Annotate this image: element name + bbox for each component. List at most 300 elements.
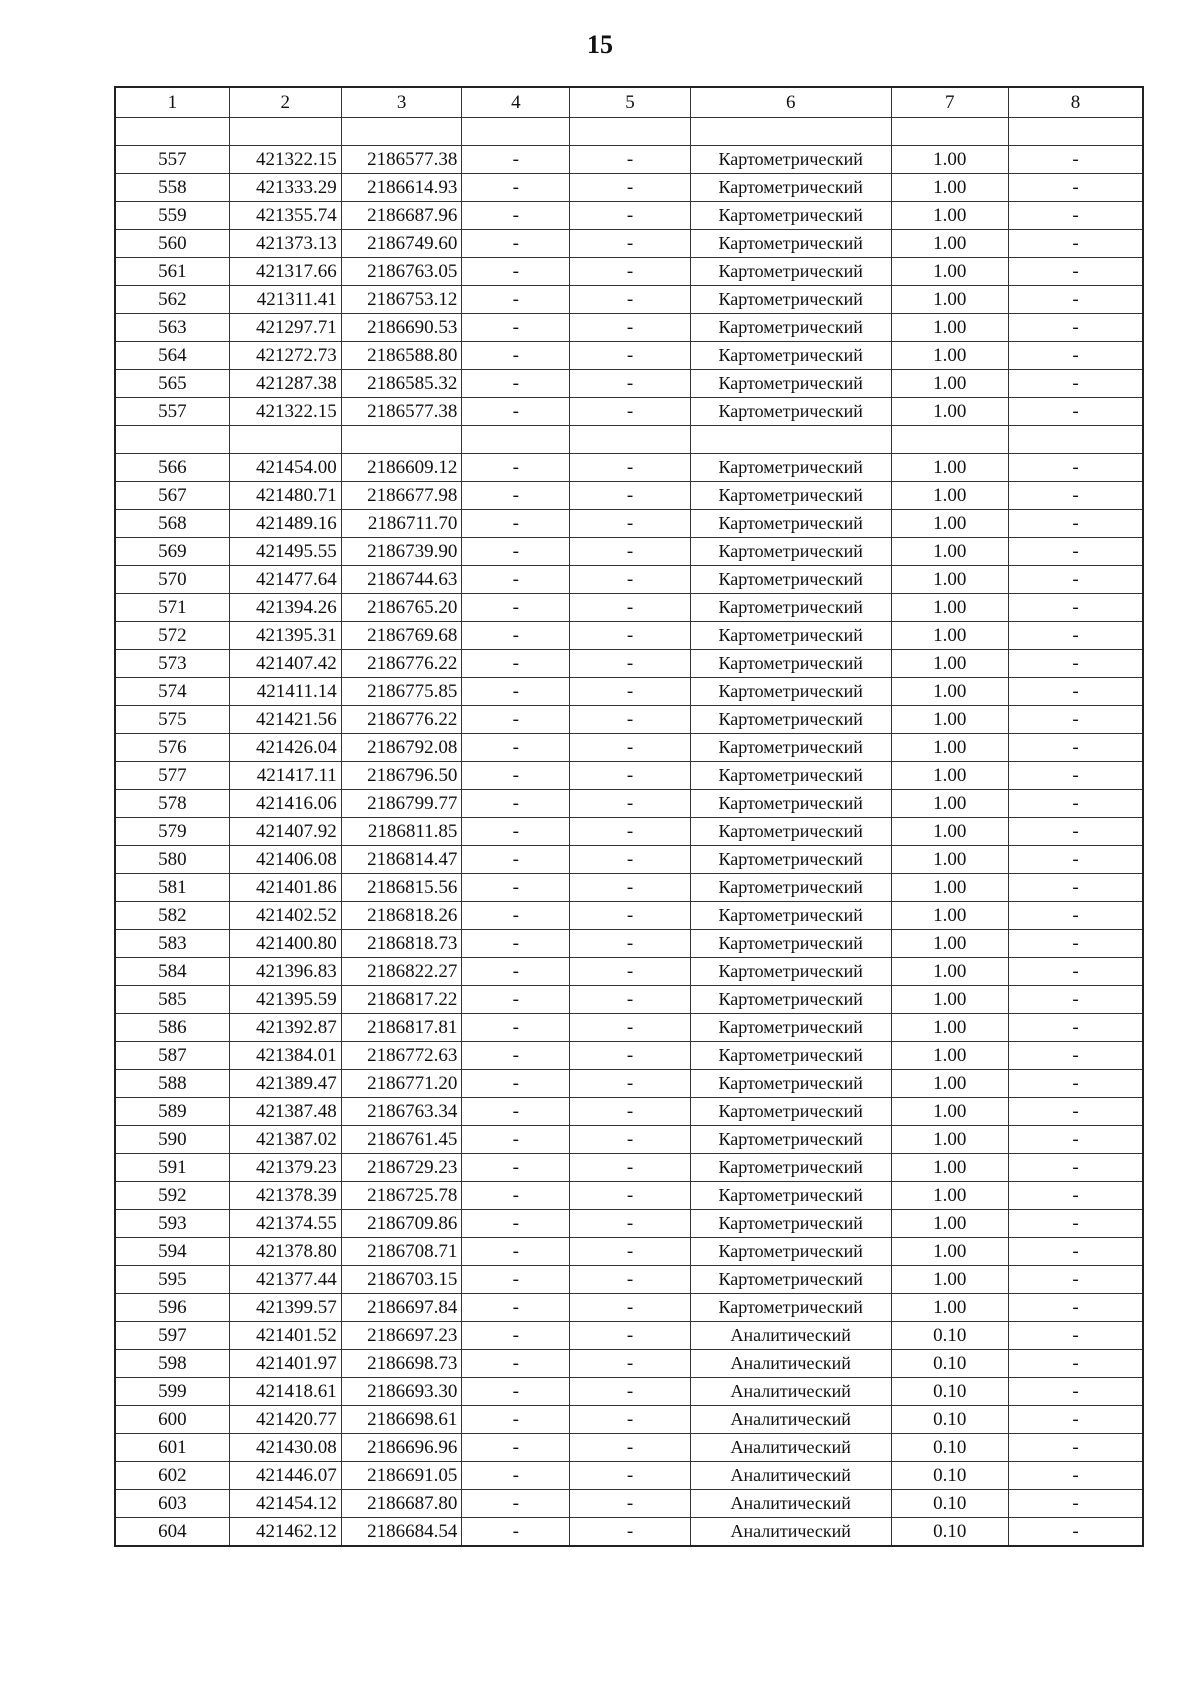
table-cell: - (462, 1070, 570, 1098)
table-cell: 597 (115, 1322, 229, 1350)
table-cell: 598 (115, 1350, 229, 1378)
table-row (115, 958, 1143, 986)
table-cell (115, 426, 229, 454)
table-cell: Картометрический (690, 1182, 891, 1210)
table-body (115, 118, 1143, 1547)
table-cell (570, 426, 691, 454)
table-cell: 1.00 (891, 818, 1008, 846)
table-cell: - (1008, 958, 1143, 986)
table-cell: 600 (115, 1406, 229, 1434)
table-cell: Аналитический (690, 1322, 891, 1350)
table-cell: 585 (115, 986, 229, 1014)
table-cell: - (1008, 1210, 1143, 1238)
table-cell: - (462, 622, 570, 650)
table-cell: - (462, 342, 570, 370)
table-cell: 2186792.08 (341, 734, 462, 762)
table-row (115, 566, 1143, 594)
table-cell: 568 (115, 510, 229, 538)
table-cell: - (1008, 482, 1143, 510)
table-cell: 1.00 (891, 258, 1008, 286)
table-cell: 421373.13 (229, 230, 341, 258)
table-cell: 421387.02 (229, 1126, 341, 1154)
table-cell: 2186729.23 (341, 1154, 462, 1182)
table-cell: Картометрический (690, 454, 891, 482)
table-cell (1008, 426, 1143, 454)
table-cell: 421402.52 (229, 902, 341, 930)
table-row (115, 1322, 1143, 1350)
table-cell: - (462, 1154, 570, 1182)
table-cell (570, 118, 691, 146)
table-cell: 421489.16 (229, 510, 341, 538)
table-cell: 560 (115, 230, 229, 258)
table-cell: 2186698.73 (341, 1350, 462, 1378)
table-cell: 579 (115, 818, 229, 846)
table-cell: 421374.55 (229, 1210, 341, 1238)
table-cell: - (570, 1462, 691, 1490)
table-cell: 1.00 (891, 706, 1008, 734)
column-header-6: 6 (690, 87, 891, 118)
table-row (115, 622, 1143, 650)
table-cell: - (570, 286, 691, 314)
table-cell: - (1008, 818, 1143, 846)
table-cell: - (462, 1294, 570, 1322)
table-row (115, 650, 1143, 678)
table-cell: 2186691.05 (341, 1462, 462, 1490)
table-row (115, 202, 1143, 230)
table-cell (341, 118, 462, 146)
table-cell: - (1008, 1350, 1143, 1378)
table-cell: Картометрический (690, 230, 891, 258)
table-cell (1008, 118, 1143, 146)
table-cell (891, 426, 1008, 454)
table-cell: - (1008, 454, 1143, 482)
table-cell: 1.00 (891, 398, 1008, 426)
table-cell: - (462, 1014, 570, 1042)
table-cell: - (1008, 230, 1143, 258)
table-row (115, 1014, 1143, 1042)
table-cell: Картометрический (690, 1042, 891, 1070)
table-cell: 1.00 (891, 622, 1008, 650)
table-cell: 421418.61 (229, 1378, 341, 1406)
table-cell: - (462, 1238, 570, 1266)
table-row (115, 230, 1143, 258)
table-cell: 1.00 (891, 1182, 1008, 1210)
table-cell: 603 (115, 1490, 229, 1518)
table-cell: 2186818.26 (341, 902, 462, 930)
table-cell: - (570, 1378, 691, 1406)
column-header-1: 1 (115, 87, 229, 118)
table-cell: - (570, 398, 691, 426)
table-cell: 1.00 (891, 734, 1008, 762)
table-cell: 602 (115, 1462, 229, 1490)
table-cell: - (570, 986, 691, 1014)
table-cell: 421406.08 (229, 846, 341, 874)
table-cell: - (1008, 1266, 1143, 1294)
table-cell: - (462, 902, 570, 930)
table-row (115, 174, 1143, 202)
table-cell: 2186769.68 (341, 622, 462, 650)
table-cell: 558 (115, 174, 229, 202)
table-row (115, 818, 1143, 846)
table-cell: Картометрический (690, 482, 891, 510)
table-cell: - (570, 1098, 691, 1126)
table-cell: 567 (115, 482, 229, 510)
table-cell: - (570, 1182, 691, 1210)
table-cell: 581 (115, 874, 229, 902)
table-cell (229, 118, 341, 146)
table-cell: Картометрический (690, 258, 891, 286)
table-cell: - (462, 594, 570, 622)
table-cell: 1.00 (891, 986, 1008, 1014)
table-cell: Картометрический (690, 1238, 891, 1266)
table-cell: 576 (115, 734, 229, 762)
table-cell: 572 (115, 622, 229, 650)
table-cell: - (570, 790, 691, 818)
table-cell: - (1008, 1154, 1143, 1182)
table-cell: 421322.15 (229, 146, 341, 174)
table-cell: - (462, 202, 570, 230)
table-cell: 421401.86 (229, 874, 341, 902)
table-cell: Картометрический (690, 1294, 891, 1322)
table-row (115, 1210, 1143, 1238)
table-cell: - (1008, 1014, 1143, 1042)
table-cell: 421389.47 (229, 1070, 341, 1098)
table-cell: - (570, 146, 691, 174)
table-cell: 421378.80 (229, 1238, 341, 1266)
table-cell: 2186697.84 (341, 1294, 462, 1322)
table-cell: Аналитический (690, 1406, 891, 1434)
coordinates-table (114, 86, 1144, 1547)
table-row (115, 1266, 1143, 1294)
table-cell: - (1008, 1042, 1143, 1070)
table-cell: 570 (115, 566, 229, 594)
table-cell: Картометрический (690, 706, 891, 734)
table-cell: 421317.66 (229, 258, 341, 286)
table-cell: - (1008, 1518, 1143, 1547)
table-cell: 587 (115, 1042, 229, 1070)
table-cell: Картометрический (690, 678, 891, 706)
table-cell: 2186687.80 (341, 1490, 462, 1518)
table-cell: 421407.42 (229, 650, 341, 678)
table-cell: 2186749.60 (341, 230, 462, 258)
table-cell: 0.10 (891, 1490, 1008, 1518)
table-cell: 1.00 (891, 846, 1008, 874)
table-cell: 564 (115, 342, 229, 370)
table-cell: 2186703.15 (341, 1266, 462, 1294)
table-row (115, 706, 1143, 734)
table-cell: 421394.26 (229, 594, 341, 622)
table-cell: - (1008, 202, 1143, 230)
table-row (115, 1518, 1143, 1547)
table-cell: - (570, 1210, 691, 1238)
table-cell: - (462, 986, 570, 1014)
table-cell: 0.10 (891, 1518, 1008, 1547)
table-cell: Картометрический (690, 286, 891, 314)
table-cell: Аналитический (690, 1378, 891, 1406)
table-cell: 1.00 (891, 874, 1008, 902)
table-cell: - (1008, 314, 1143, 342)
table-cell: 1.00 (891, 1042, 1008, 1070)
table-cell: 1.00 (891, 174, 1008, 202)
table-cell: 2186698.61 (341, 1406, 462, 1434)
table-cell: 2186818.73 (341, 930, 462, 958)
table-cell: 580 (115, 846, 229, 874)
table-cell: Аналитический (690, 1434, 891, 1462)
table-row (115, 846, 1143, 874)
table-cell: 1.00 (891, 1266, 1008, 1294)
table-row (115, 398, 1143, 426)
table-cell: 1.00 (891, 1154, 1008, 1182)
table-cell: 1.00 (891, 678, 1008, 706)
table-cell: Картометрический (690, 902, 891, 930)
table-cell: 2186763.34 (341, 1098, 462, 1126)
table-cell: 578 (115, 790, 229, 818)
table-cell: - (570, 1294, 691, 1322)
table-cell: 421396.83 (229, 958, 341, 986)
table-cell (341, 426, 462, 454)
table-row (115, 762, 1143, 790)
table-cell: 1.00 (891, 454, 1008, 482)
table-cell: 421454.12 (229, 1490, 341, 1518)
table-cell: - (462, 790, 570, 818)
table-cell (229, 426, 341, 454)
table-cell: 0.10 (891, 1434, 1008, 1462)
table-cell: - (1008, 1126, 1143, 1154)
table-cell: Картометрический (690, 846, 891, 874)
table-cell: Картометрический (690, 146, 891, 174)
table-cell: - (462, 706, 570, 734)
table-cell: - (462, 398, 570, 426)
table-cell: 1.00 (891, 286, 1008, 314)
table-cell: - (570, 538, 691, 566)
table-cell: 2186796.50 (341, 762, 462, 790)
table-cell: - (1008, 986, 1143, 1014)
table-row (115, 1238, 1143, 1266)
table-cell: 2186822.27 (341, 958, 462, 986)
table-cell: 0.10 (891, 1378, 1008, 1406)
table-cell (690, 426, 891, 454)
table-row (115, 790, 1143, 818)
table-cell: - (462, 1126, 570, 1154)
table-cell: 0.10 (891, 1462, 1008, 1490)
table-cell: 421426.04 (229, 734, 341, 762)
table-cell: 2186690.53 (341, 314, 462, 342)
table-cell: 1.00 (891, 790, 1008, 818)
table-cell: Картометрический (690, 398, 891, 426)
table-cell: 2186687.96 (341, 202, 462, 230)
table-cell: - (1008, 510, 1143, 538)
table-cell: - (1008, 258, 1143, 286)
table-cell: 2186588.80 (341, 342, 462, 370)
table-cell: 421272.73 (229, 342, 341, 370)
table-cell: 2186817.81 (341, 1014, 462, 1042)
table-cell: 421454.00 (229, 454, 341, 482)
table-cell: 604 (115, 1518, 229, 1547)
table-cell: Аналитический (690, 1518, 891, 1547)
table-cell: - (570, 314, 691, 342)
table-cell: - (1008, 1070, 1143, 1098)
table-cell: 592 (115, 1182, 229, 1210)
table-cell: Картометрический (690, 818, 891, 846)
table-cell: 595 (115, 1266, 229, 1294)
table-cell: 1.00 (891, 510, 1008, 538)
table-cell: - (462, 1490, 570, 1518)
table-cell: - (462, 1210, 570, 1238)
table-cell: 601 (115, 1434, 229, 1462)
page-number: 15 (587, 30, 613, 59)
table-cell: Картометрический (690, 622, 891, 650)
table-cell: - (1008, 930, 1143, 958)
table-cell: - (462, 958, 570, 986)
table-cell: 2186763.05 (341, 258, 462, 286)
table-cell: - (1008, 846, 1143, 874)
table-cell: 421430.08 (229, 1434, 341, 1462)
table-cell: 561 (115, 258, 229, 286)
table-cell: - (570, 1350, 691, 1378)
table-cell: 0.10 (891, 1406, 1008, 1434)
table-cell: 1.00 (891, 930, 1008, 958)
table-row (115, 1098, 1143, 1126)
table-cell: 2186725.78 (341, 1182, 462, 1210)
table-cell: 596 (115, 1294, 229, 1322)
table-cell: Картометрический (690, 202, 891, 230)
column-header-7: 7 (891, 87, 1008, 118)
table-cell: - (1008, 1182, 1143, 1210)
table-cell: Картометрический (690, 762, 891, 790)
table-cell: Картометрический (690, 986, 891, 1014)
table-cell: 2186696.96 (341, 1434, 462, 1462)
table-cell: 1.00 (891, 146, 1008, 174)
table-row (115, 342, 1143, 370)
table-cell: - (1008, 790, 1143, 818)
table-row (115, 1462, 1143, 1490)
table-cell: - (570, 1434, 691, 1462)
table-cell: - (462, 846, 570, 874)
table-cell: - (462, 930, 570, 958)
table-cell: Картометрический (690, 566, 891, 594)
table-cell: 594 (115, 1238, 229, 1266)
table-cell: - (570, 1406, 691, 1434)
table-row (115, 874, 1143, 902)
table-cell: - (570, 902, 691, 930)
table-cell: 590 (115, 1126, 229, 1154)
table-cell: Аналитический (690, 1350, 891, 1378)
table-cell: Картометрический (690, 650, 891, 678)
table-cell: 574 (115, 678, 229, 706)
table-cell: Картометрический (690, 1014, 891, 1042)
table-cell: Картометрический (690, 1126, 891, 1154)
table-cell: Картометрический (690, 1154, 891, 1182)
table-cell: - (1008, 174, 1143, 202)
table-cell: 421387.48 (229, 1098, 341, 1126)
table-row (115, 146, 1143, 174)
table-cell: - (462, 678, 570, 706)
table-cell: - (462, 734, 570, 762)
table-cell: - (570, 1238, 691, 1266)
table-cell: Картометрический (690, 1210, 891, 1238)
table-cell: 1.00 (891, 1126, 1008, 1154)
table-cell: 2186711.70 (341, 510, 462, 538)
table-cell: 421421.56 (229, 706, 341, 734)
table-cell: Картометрический (690, 174, 891, 202)
table-cell: - (462, 1406, 570, 1434)
table-cell: 1.00 (891, 594, 1008, 622)
table-cell: 2186817.22 (341, 986, 462, 1014)
table-cell: 421333.29 (229, 174, 341, 202)
table-cell: - (1008, 650, 1143, 678)
table-cell: 421355.74 (229, 202, 341, 230)
table-cell: - (462, 1350, 570, 1378)
table-cell: - (1008, 1434, 1143, 1462)
table-cell: - (570, 958, 691, 986)
table-cell: 1.00 (891, 902, 1008, 930)
table-cell: - (462, 818, 570, 846)
table-cell: 421477.64 (229, 566, 341, 594)
table-cell: - (1008, 538, 1143, 566)
table-cell: - (1008, 734, 1143, 762)
table-cell: - (570, 1042, 691, 1070)
table-cell: - (570, 566, 691, 594)
table-cell: 563 (115, 314, 229, 342)
table-cell: - (462, 370, 570, 398)
column-header-2: 2 (229, 87, 341, 118)
table-row (115, 986, 1143, 1014)
table-cell: 0.10 (891, 1350, 1008, 1378)
table-cell: - (570, 258, 691, 286)
table-cell: 1.00 (891, 1014, 1008, 1042)
table-cell: - (570, 594, 691, 622)
table-row (115, 454, 1143, 482)
table-row (115, 1294, 1143, 1322)
table-cell (462, 426, 570, 454)
table-cell: 1.00 (891, 1210, 1008, 1238)
table-cell: - (1008, 398, 1143, 426)
table-cell: 1.00 (891, 370, 1008, 398)
table-cell: - (570, 706, 691, 734)
table-cell: - (1008, 1462, 1143, 1490)
table-cell: 589 (115, 1098, 229, 1126)
table-cell: - (570, 762, 691, 790)
table-row (115, 930, 1143, 958)
table-cell: - (1008, 1490, 1143, 1518)
table-row (115, 426, 1143, 454)
table-cell: 599 (115, 1378, 229, 1406)
table-cell: Картометрический (690, 734, 891, 762)
table-cell: 573 (115, 650, 229, 678)
table-cell: - (462, 1266, 570, 1294)
table-cell: 421377.44 (229, 1266, 341, 1294)
table-cell: 1.00 (891, 762, 1008, 790)
table-row (115, 1070, 1143, 1098)
table-row (115, 1042, 1143, 1070)
table-cell: Картометрический (690, 342, 891, 370)
table-cell: 2186765.20 (341, 594, 462, 622)
table-cell: - (462, 1182, 570, 1210)
table-cell: 2186697.23 (341, 1322, 462, 1350)
table-cell: - (1008, 1406, 1143, 1434)
table-cell: - (570, 678, 691, 706)
table-cell: - (570, 1154, 691, 1182)
table-cell: - (462, 1378, 570, 1406)
table-cell: 421462.12 (229, 1518, 341, 1547)
table-cell: 1.00 (891, 342, 1008, 370)
table-cell: 2186684.54 (341, 1518, 462, 1547)
table-cell: 1.00 (891, 1070, 1008, 1098)
table-cell: 2186708.71 (341, 1238, 462, 1266)
table-cell: Картометрический (690, 1070, 891, 1098)
table-cell: 2186577.38 (341, 146, 462, 174)
table-cell: 421495.55 (229, 538, 341, 566)
